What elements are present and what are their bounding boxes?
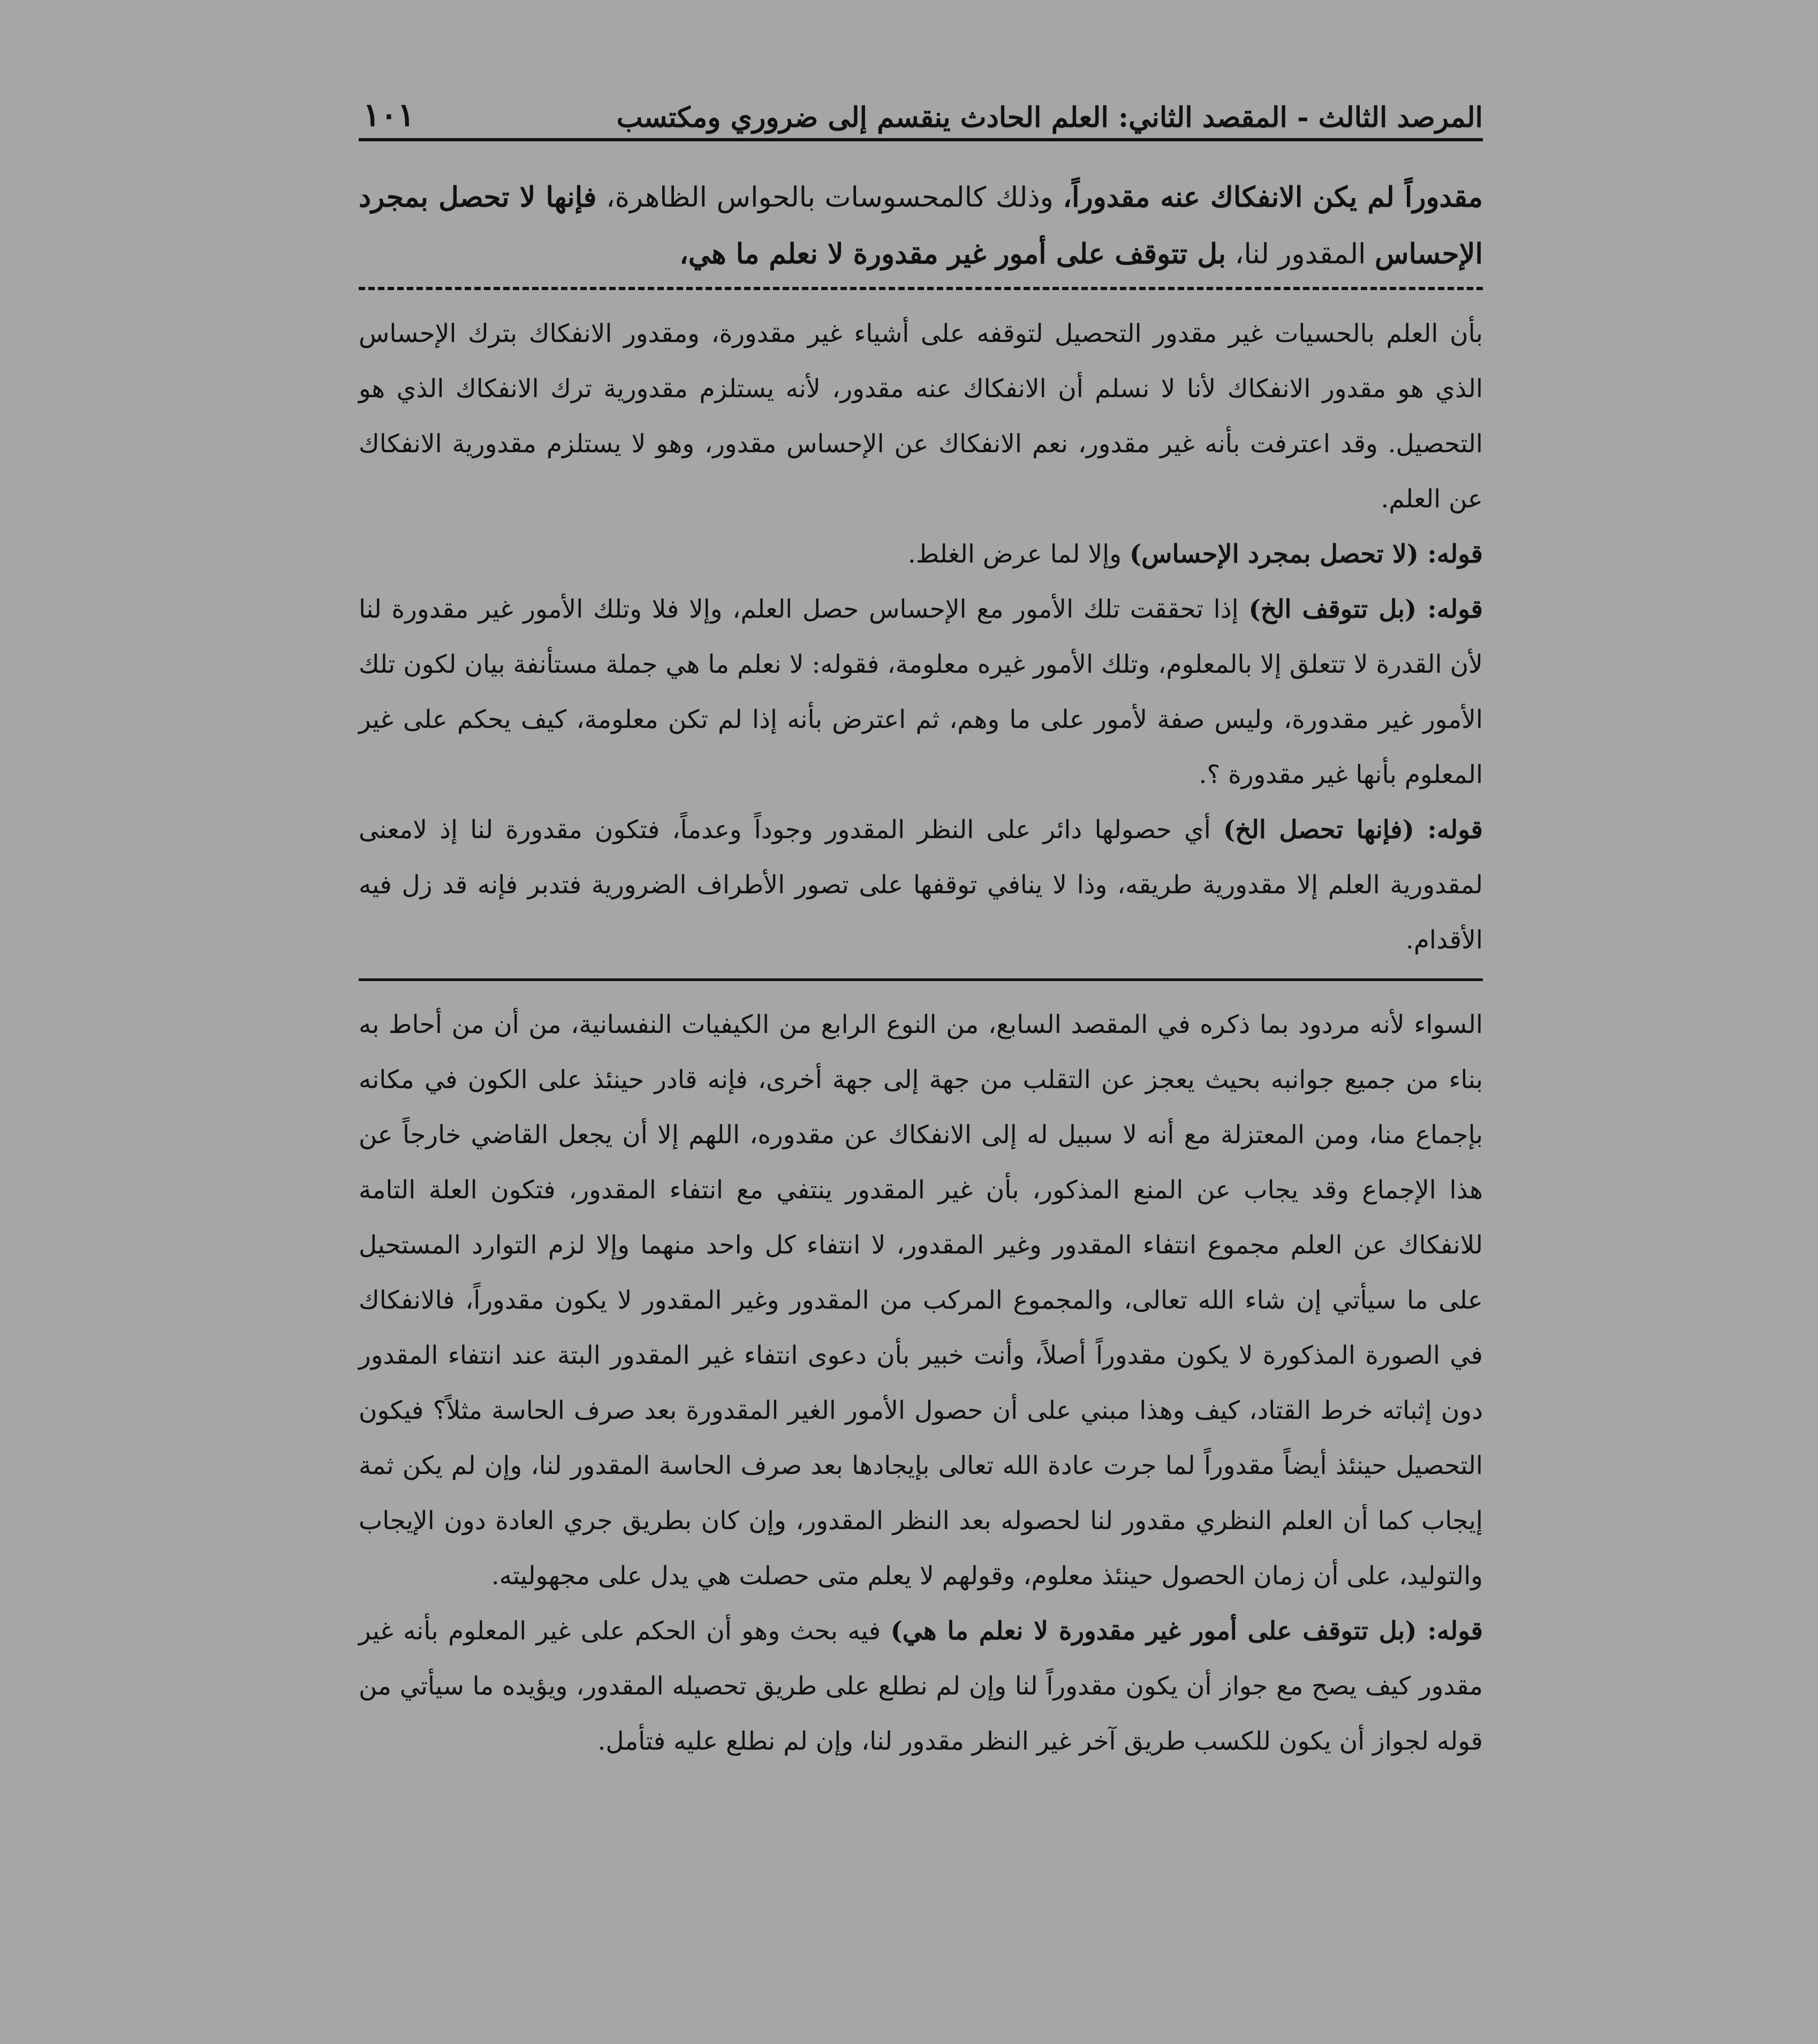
running-header xyxy=(359,75,1483,141)
quote-text: إذا تحققت تلك الأمور مع الإحساس حصل العلم، وإلا فلا وتلك الأمور غير مقدورة لنا لأن القدرة لا تتعلق إلا بالمعلوم، وتلك الأمور غيره معلومة، فقوله: لا نعلم ما هي جملة مستأنفة بيان لكون تلك الأمور غير مقدورة، وليس صفة لأمور على ما وهم، ثم اعترض بأنه إذا لم تكن معلومة، كيف يحكم على غير المعلوم بأنها غير مقدورة ؟. xyxy=(359,595,1483,789)
quote-text: أي حصولها دائر على النظر المقدور وجوداً وعدماً، فتكون مقدورة لنا إذ لامعنى لمقدورية العلم إلا مقدورية طريقه، وذا لا ينافي توقفها على تصور الأطراف الضرورية فتدبر فإنه قد زل فيه الأقدام. xyxy=(359,815,1483,955)
quote-text: فيه بحث وهو أن الحكم على غير المعلوم بأنه غير مقدور كيف يصح مع جواز أن يكون مقدوراً لنا وإن لم نطلع على طريق تحصيله المقدور، ويؤيده ما سيأتي من قوله لجواز أن يكون للكسب طريق آخر غير النظر مقدور لنا، وإن لم نطلع عليه فتأمل. xyxy=(359,1616,1483,1756)
commentary-paragraph xyxy=(359,527,1483,582)
main-text-bold-1: مقدوراً لم يكن الانفكاك عنه مقدوراً، xyxy=(1063,181,1483,214)
commentary-paragraph: السواء لأنه مردود بما ذكره في المقصد السابع، من النوع الرابع من الكيفيات النفسانية، من أن من أحاط به بناء من جميع جوانبه بحيث يعجز عن التقلب من جهة إلى جهة أخرى، فإنه قادر حينئذ على الكون في مكانه بإجماع منا، ومن المعتزلة مع أنه لا سبيل له إلى الانفكاك عن مقدوره، اللهم إلا أن يجعل القاضي خارجاً عن هذا الإجماع وقد يجاب عن المنع المذكور، بأن غير المقدور ينتفي مع انتفاء المقدور، فتكون العلة التامة للانفكاك عن العلم مجموع انتفاء المقدور وغير المقدور، لا انتفاء كل واحد منهما وإلا لزم التوارد المستحيل على ما سيأتي إن شاء الله تعالى، والمجموع المركب من المقدور وغير المقدور لا يكون مقدوراً، فالانفكاك في الصورة المذكورة لا يكون مقدوراً أصلاً، وأنت خبير بأن دعوى انتفاء غير المقدور البتة عند انتفاء المقدور دون إثباته خرط القتاد، كيف وهذا مبني على أن حصول الأمور الغير المقدورة بعد صرف الحاسة مثلاً؟ فيكون التحصيل حينئذ أيضاً مقدوراً لما جرت عادة الله تعالى بإيجادها بعد صرف الحاسة المقدور لنا، وإن لم يكن ثمة إيجاب كما أن العلم النظري مقدور لنا لحصوله بعد النظر المقدور، وإن كان بطريق جري العادة دون الإيجاب والتوليد، على أن زمان الحصول حينئذ معلوم، وقولهم لا يعلم متى حصلت هي يدل على مجهوليته. xyxy=(359,1010,1483,1591)
main-text-plain-2: المقدور لنا، xyxy=(1226,238,1375,270)
main-text-bold-2: فإنها لا تحصل بمجرد الإحساس xyxy=(359,181,1483,270)
header-title: المرصد الثالث - المقصد الثاني: العلم الحادث ينقسم إلى ضروري ومكتسب xyxy=(616,101,1483,134)
quote-label: قوله: (بل تتوقف على أمور غير مقدورة لا نعلم ما هي) xyxy=(890,1616,1483,1646)
commentary-paragraph xyxy=(359,802,1483,968)
quote-label: قوله: (لا تحصل بمجرد الإحساس) xyxy=(1129,540,1483,569)
commentary-paragraph: بأن العلم بالحسيات غير مقدور التحصيل لتوقفه على أشياء غير مقدورة، ومقدور الانفكاك بترك الإحساس الذي هو مقدور الانفكاك لأنا لا نسلم أن الانفكاك عنه مقدور، لأنه يستلزم مقدورية ترك الانفكاك الذي هو التحصيل. وقد اعترفت بأنه غير مقدور، نعم الانفكاك عن الإحساس مقدور، وهو لا يستلزم مقدورية الانفكاك عن العلم. xyxy=(359,319,1483,514)
main-text-bold-3: بل تتوقف على أمور غير مقدورة لا نعلم ما هي، xyxy=(679,238,1226,270)
book-page xyxy=(359,75,1483,1769)
quote-label: قوله: (فإنها تحصل الخ) xyxy=(1223,815,1483,845)
commentary-second xyxy=(359,997,1483,1769)
commentary-paragraph xyxy=(359,582,1483,802)
main-text xyxy=(359,169,1483,283)
quote-label: قوله: (بل تتوقف الخ) xyxy=(1248,595,1483,624)
main-text-plain-1: وذلك كالمحسوسات بالحواس الظاهرة، xyxy=(596,181,1063,214)
commentary-first xyxy=(359,306,1483,968)
quote-text: وإلا لما عرض الغلط. xyxy=(907,540,1130,569)
solid-separator xyxy=(359,978,1483,981)
dashed-separator xyxy=(359,287,1483,290)
commentary-paragraph xyxy=(359,1604,1483,1769)
page-number: ١٠١ xyxy=(363,96,415,134)
